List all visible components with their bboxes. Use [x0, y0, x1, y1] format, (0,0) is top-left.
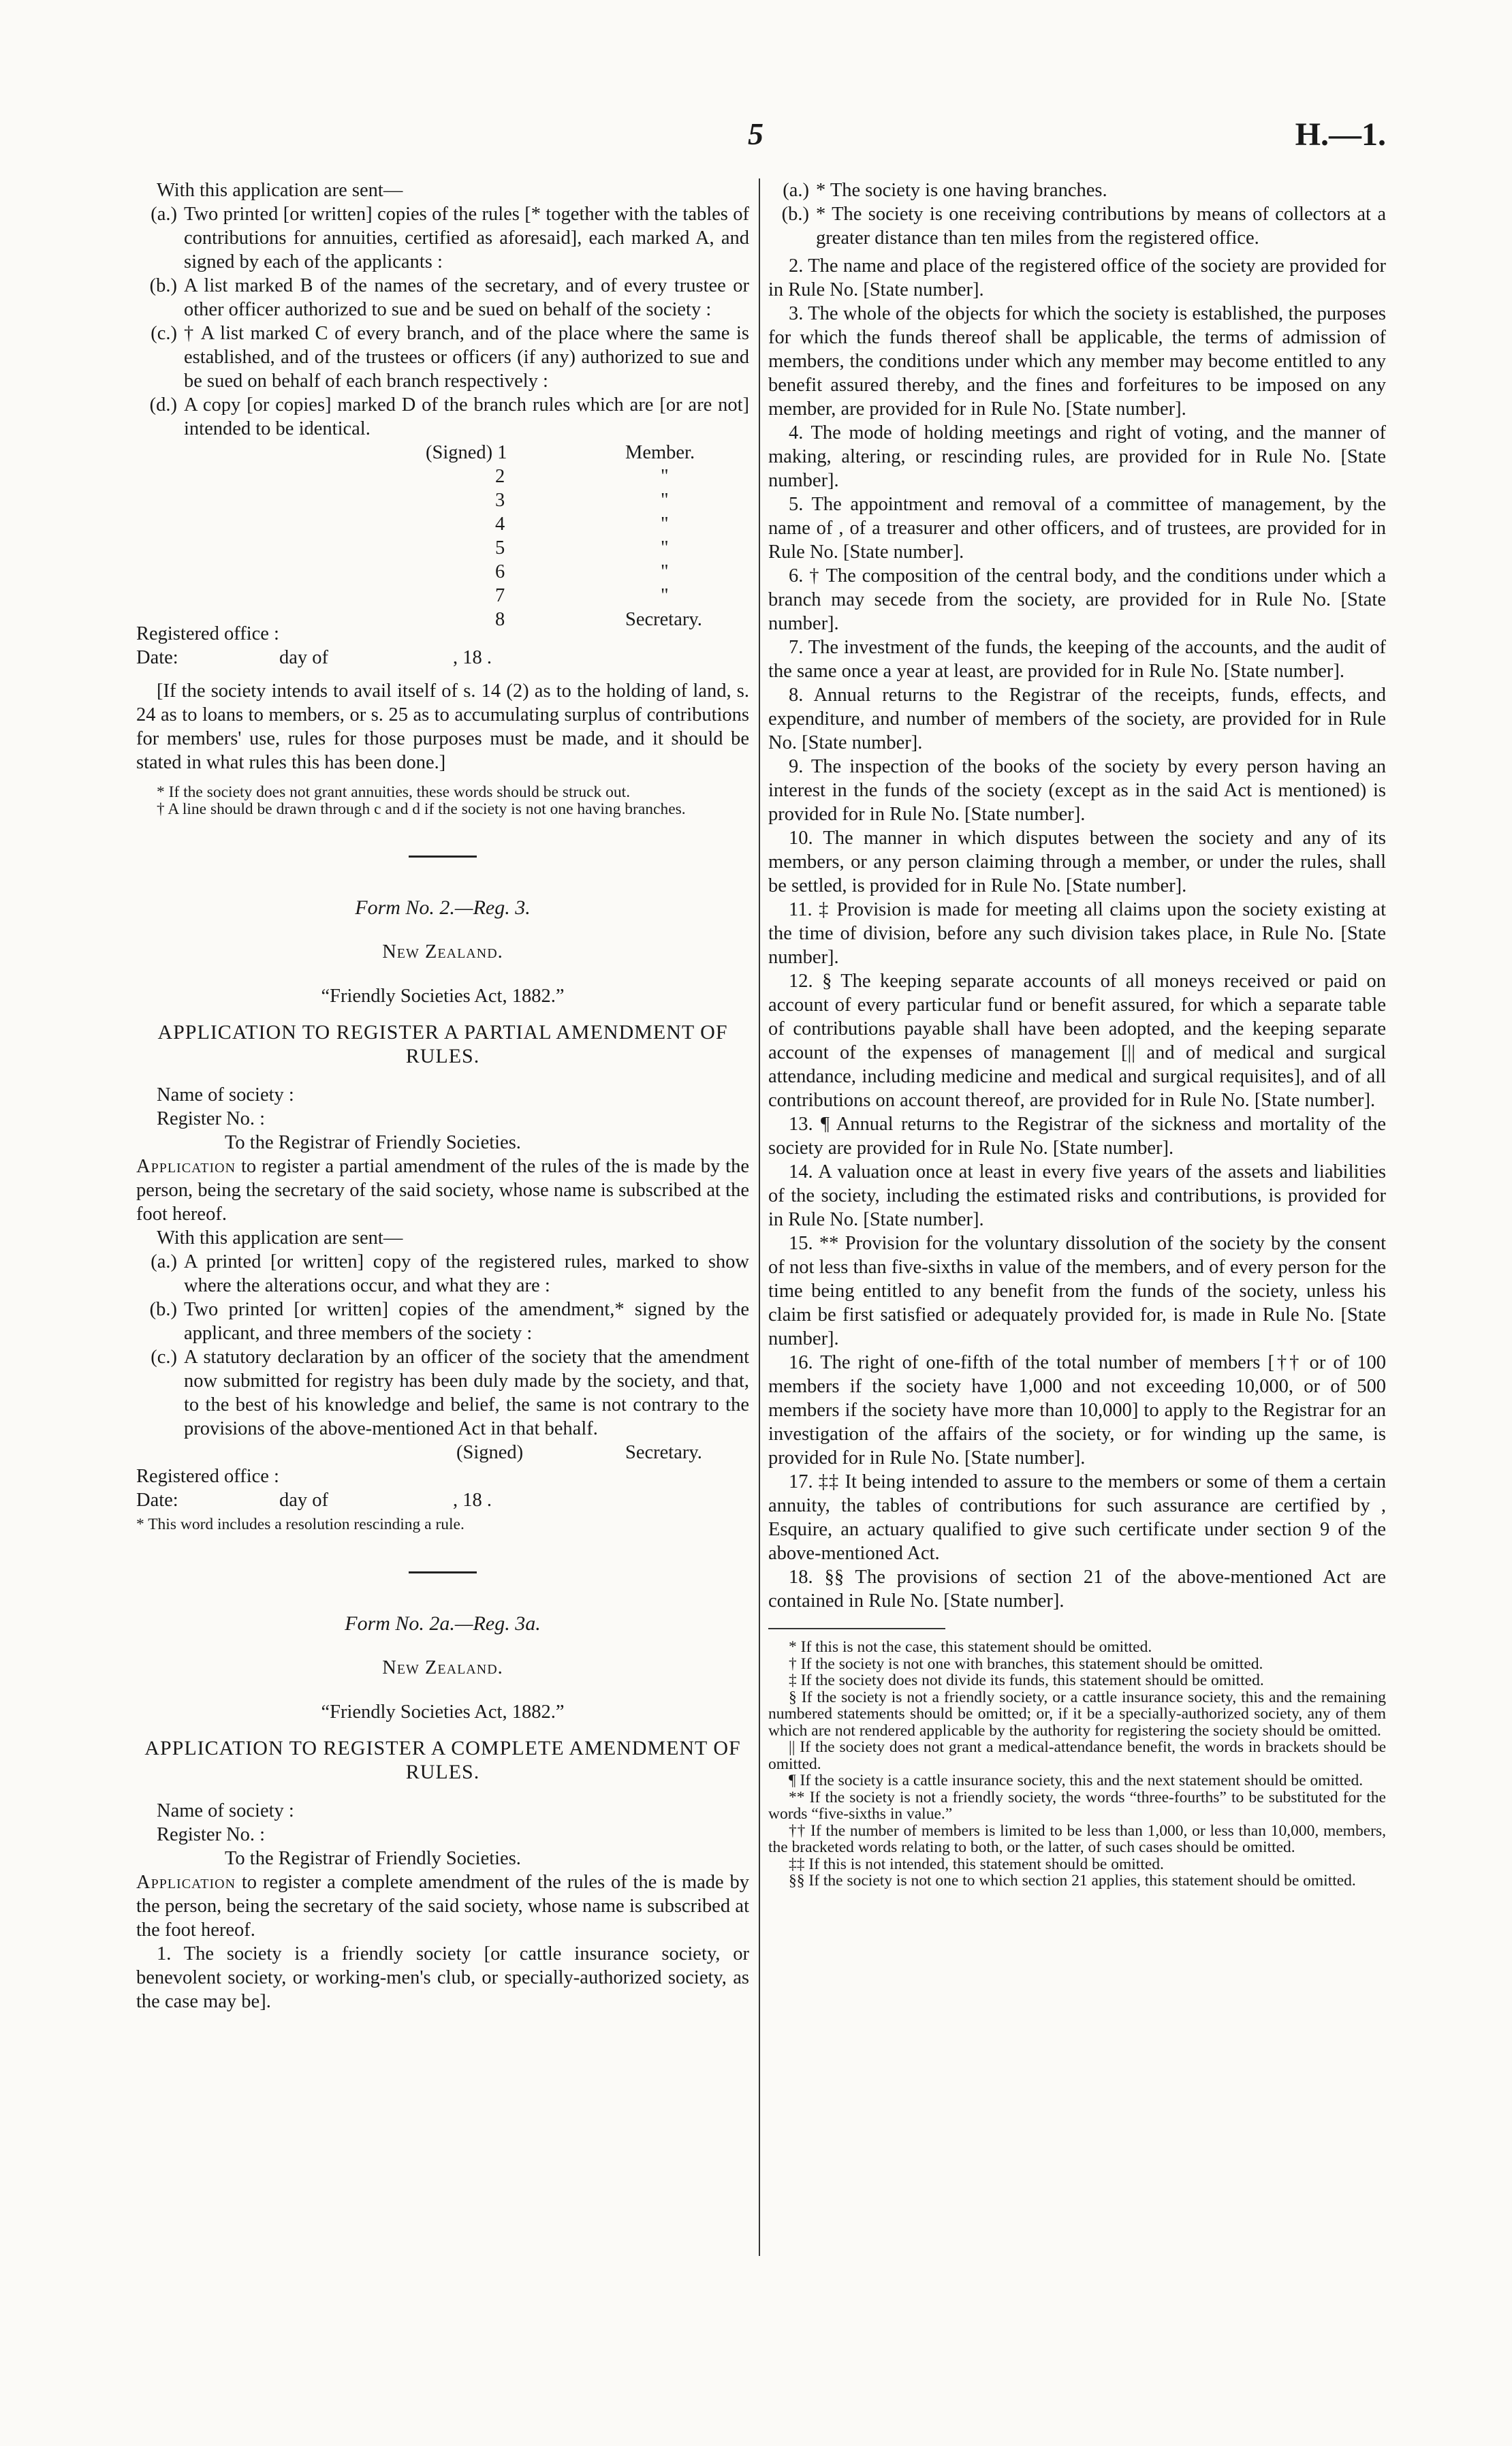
date-label: Date: [136, 1490, 178, 1511]
form2-title: APPLICATION TO REGISTER A PARTIAL AMENDMENT OF RULES. [157, 1021, 728, 1067]
footnote: ‡ If the society does not divide its funds, this statement should be omitted. [789, 1672, 1264, 1689]
form2-name-label: Name of society : [157, 1084, 294, 1106]
land-note: [If the society intends to avail itself of s. 14 (2) as to the holding of land, s. 24 as to loans to members, or s. 25 as to accumulating surplus of contributions for members' use, rules for those purposes must be made, and it should be stated in what rules this has been done.] [136, 680, 749, 773]
ditto-mark: " [661, 585, 669, 606]
form2-sent-intro: With this application are sent— [157, 1227, 403, 1249]
form2a-act: “Friendly Societies Act, 1882.” [321, 1701, 565, 1723]
item-text: * The society is one receiving contributions by means of collectors at a greater distance than ten miles from the registered office. [816, 204, 1386, 249]
form2-signed-row [136, 1441, 749, 1464]
signed-label: (Signed) 1 [426, 442, 507, 463]
form2-country: New Zealand. [382, 941, 503, 962]
form2-registered-office: Registered office : [136, 1466, 279, 1487]
item-label: (a.) [151, 204, 177, 225]
sig-number: 2 [495, 466, 505, 487]
item-label: (a.) [151, 1251, 177, 1272]
signature-row-8 [136, 608, 749, 631]
item-text: A list marked B of the names of the secretary, and of every trustee or other officer authorized to sue and be sued on behalf of the society : [184, 275, 749, 320]
signature-row-7 [136, 584, 749, 608]
item-text: * The society is one having branches. [816, 180, 1107, 201]
statement-2: 2. The name and place of the registered office of the society are provided for in Rule No. [State number]. [768, 255, 1386, 300]
item-label: (a.) [783, 180, 809, 201]
signature-row-3 [136, 488, 749, 512]
signature-row-2 [136, 465, 749, 488]
form2a-country: New Zealand. [382, 1657, 503, 1678]
sig-number: 3 [495, 490, 505, 511]
year: , 18 . [453, 647, 492, 668]
secretary-label: Secretary. [625, 1442, 702, 1463]
statement-6: 6. † The composition of the central body, and the conditions under which a branch may secede from the society, are provided for in Rule No. [State number]. [768, 565, 1386, 634]
form2-number: Form No. 2.—Reg. 3. [355, 896, 531, 919]
statement-18: 18. §§ The provisions of section 21 of the above-mentioned Act are contained in Rule No. [State number]. [768, 1567, 1386, 1612]
form2a-addressee: To the Registrar of Friendly Societies. [225, 1847, 521, 1869]
signature-row-1 [136, 441, 749, 465]
form2a-name-label: Name of society : [157, 1800, 294, 1821]
item-label: (b.) [781, 204, 809, 225]
footnote: * If this is not the case, this statement should be omitted. [789, 1638, 1152, 1656]
form2-footnote: * This word includes a resolution rescinding a rule. [136, 1516, 464, 1533]
statement-10: 10. The manner in which disputes between the society and any of its members, or any person claiming through a member, or under the rules, shall be settled, is provided for in Rule No. [State number]. [768, 828, 1386, 896]
sent-item-d [136, 393, 749, 441]
sig-number: 4 [495, 514, 505, 535]
ditto-mark: " [661, 537, 669, 559]
footnote: ** If the society is not a friendly society, the words “three-fourths” to be substituted for the words “five-sixths in value.” [768, 1788, 1386, 1823]
application-text: to register a complete amendment of the rules of the is made by the person, being the secretary of the said society, whose name is subscribed at the foot hereof. [136, 1871, 749, 1941]
statement-16: 16. The right of one-fifth of the total number of members [†† or of 100 members if the society have 1,000 and not exceeding 10,000, or of 500 members if the society have more than 10,000] to apply to the Registrar for an investigation of the affairs of the society, or for winding up the same, is provided for in Rule No. [State number]. [768, 1352, 1386, 1469]
year: , 18 . [453, 1490, 492, 1511]
footnote: ‡‡ If this is not intended, this statement should be omitted. [789, 1855, 1164, 1873]
item-label: (b.) [149, 275, 177, 296]
footnote: § If the society is not a friendly society, or a cattle insurance society, this and the remaining numbered statements should be omitted; or, if it be a specially-authorized society, any of them which are not rendered applicable by the authority for registering the society should be omitted. [768, 1688, 1386, 1740]
form2-item-b [136, 1298, 749, 1345]
form2-item-a [136, 1250, 749, 1298]
item-text: Two printed [or written] copies of the rules [* together with the tables of contributions for annuities, certified as aforesaid], each marked A, and signed by each of the applicants : [184, 204, 749, 272]
statement-17: 17. ‡‡ It being intended to assure to the members or some of them a certain annuity, the tables of contributions for such assurance are certified by , Esquire, an actuary qualified to give such certificate under section 9 of the above-mentioned Act. [768, 1471, 1386, 1564]
page-number: 5 [748, 116, 763, 151]
sent-intro: With this application are sent— [157, 180, 403, 201]
member-label: Member. [625, 442, 695, 463]
item-text: A statutory declaration by an officer of the society that the amendment now submitted for registry has been duly made by the society, and that, to the best of his knowledge and belief, the same is not contrary to the provisions of the above-mentioned Act in that behalf. [184, 1347, 749, 1439]
footnote: * If the society does not grant annuities, these words should be struck out. [157, 783, 631, 801]
statement-12: 12. § The keeping separate accounts of all moneys received or paid on account of every particular fund or benefit assured, for which a separate table of contributions payable shall have been adopted, and the keeping separate account of the expenses of management [|| and of medical and surgical attendance, including medicine and medical and surgical requisites], and of all contributions on account thereof, are provided for in Rule No. [State number]. [768, 971, 1386, 1111]
form2-date-line [136, 1488, 749, 1512]
signature-row-5 [136, 536, 749, 560]
statement-13: 13. ¶ Annual returns to the Registrar of the sickness and mortality of the society are provided for in Rule No. [State number]. [768, 1114, 1386, 1159]
registered-office: Registered office : [136, 623, 279, 644]
footnote: † If the society is not one with branches, this statement should be omitted. [789, 1655, 1263, 1673]
sent-item-c [136, 322, 749, 393]
footnote: || If the society does not grant a medical-attendance benefit, the words in brackets should be omitted. [768, 1738, 1386, 1773]
form2-act: “Friendly Societies Act, 1882.” [321, 986, 565, 1007]
ditto-mark: " [661, 466, 669, 487]
right-item-a [768, 178, 1386, 202]
right-item-b [768, 202, 1386, 250]
sig-number: 6 [495, 561, 505, 582]
item-text: A printed [or written] copy of the registered rules, marked to show where the alterations occur, and what they are : [184, 1251, 749, 1296]
secretary-label: Secretary. [625, 609, 702, 630]
item-text: Two printed [or written] copies of the amendment,* signed by the applicant, and three members of the society : [184, 1299, 749, 1344]
item-label: (c.) [151, 1347, 177, 1368]
form2a-title: APPLICATION TO REGISTER A COMPLETE AMENDMENT OF RULES. [144, 1736, 741, 1783]
form2a-item-1: 1. The society is a friendly society [or cattle insurance society, or benevolent society, or working-men's club, or specially-authorized society, as the case may be]. [136, 1943, 749, 2012]
form2a-number: Form No. 2a.—Reg. 3a. [345, 1612, 541, 1635]
application-text: to register a partial amendment of the rules of the is made by the person, being the secretary of the said society, whose name is subscribed at the foot hereof. [136, 1156, 749, 1225]
left-column [136, 178, 749, 2013]
date-line [136, 646, 749, 670]
footnote: † A line should be drawn through c and d if the society is not one having branches. [157, 800, 686, 818]
sig-number: 5 [495, 537, 505, 559]
statement-14: 14. A valuation once at least in every five years of the assets and liabilities of the society, including the estimated risks and contributions, is provided for in Rule No. [State number]. [768, 1161, 1386, 1230]
day-of: day of [279, 1490, 329, 1511]
statement-3: 3. The whole of the objects for which the society is established, the purposes for which the funds thereof shall be applicable, the terms of admission of members, the conditions under which any member may become entitled to any benefit assured thereby, and the fines and forfeitures to be imposed on any member, are provided for in Rule No. [State number]. [768, 303, 1386, 420]
statement-11: 11. ‡ Provision is made for meeting all claims upon the society existing at the time of division, before any such division takes place, in Rule No. [State number]. [768, 899, 1386, 968]
application-word: Application [136, 1156, 236, 1177]
item-label: (b.) [149, 1299, 177, 1320]
right-column [768, 178, 1386, 1890]
date-label: Date: [136, 647, 178, 668]
signature-row-6 [136, 560, 749, 584]
item-label: (d.) [149, 394, 177, 415]
ditto-mark: " [661, 514, 669, 535]
item-text: † A list marked C of every branch, and of the place where the same is established, and of the trustees or officers (if any) authorized to sue and be sued on behalf of each branch respectively : [184, 323, 749, 392]
footnote-rule [768, 1628, 945, 1629]
day-of: day of [279, 647, 329, 668]
column-divider [759, 178, 760, 2256]
series-code: H.—1. [1295, 116, 1386, 153]
form2-addressee: To the Registrar of Friendly Societies. [225, 1132, 521, 1153]
form2a-register-label: Register No. : [157, 1823, 266, 1845]
footnote: §§ If the society is not one to which section 21 applies, this statement should be omitted. [789, 1872, 1356, 1890]
statement-8: 8. Annual returns to the Registrar of the receipts, funds, effects, and expenditure, and number of members of the society, are provided for in Rule No. [State number]. [768, 685, 1386, 753]
statement-5: 5. The appointment and removal of a committee of management, by the name of , of a treasurer and other officers, and of trustees, are provided for in Rule No. [State number]. [768, 494, 1386, 563]
section-rule [409, 856, 477, 858]
sent-item-a [136, 202, 749, 274]
statement-15: 15. ** Provision for the voluntary dissolution of the society by the consent of not less than five-sixths in value of the members, and of every person for the time being entitled to any benefit from the funds of the society, unless his claim be first satisfied or adequately provided for, is made in Rule No. [State number]. [768, 1233, 1386, 1349]
ditto-mark: " [661, 490, 669, 511]
sig-number: 8 [495, 609, 505, 630]
statement-9: 9. The inspection of the books of the society by every person having an interest in the funds of the society (except as in the said Act is mentioned) is provided for in Rule No. [State number]. [768, 756, 1386, 825]
form2-item-c [136, 1345, 749, 1441]
item-text: A copy [or copies] marked D of the branch rules which are [or are not] intended to be identical. [184, 394, 749, 439]
ditto-mark: " [661, 561, 669, 582]
section-rule [409, 1571, 477, 1573]
signature-row-4 [136, 512, 749, 536]
signed-label: (Signed) [456, 1442, 524, 1463]
application-word: Application [136, 1871, 236, 1893]
statement-7: 7. The investment of the funds, the keeping of the accounts, and the audit of the same once a year at least, are provided for in Rule No. [State number]. [768, 637, 1386, 682]
sent-item-b [136, 274, 749, 322]
sig-number: 7 [495, 585, 505, 606]
form2-register-label: Register No. : [157, 1108, 266, 1129]
item-label: (c.) [151, 323, 177, 344]
footnote: †† If the number of members is limited to be less than 1,000, or less than 10,000, members, the bracketed words relating to both, or the latter, of such cases should be omitted. [768, 1821, 1386, 1856]
statement-4: 4. The mode of holding meetings and right of voting, and the manner of making, altering, or rescinding rules, are provided for in Rule No. [State number]. [768, 422, 1386, 491]
footnote: ¶ If the society is a cattle insurance society, this and the next statement should be omitted. [789, 1772, 1364, 1789]
